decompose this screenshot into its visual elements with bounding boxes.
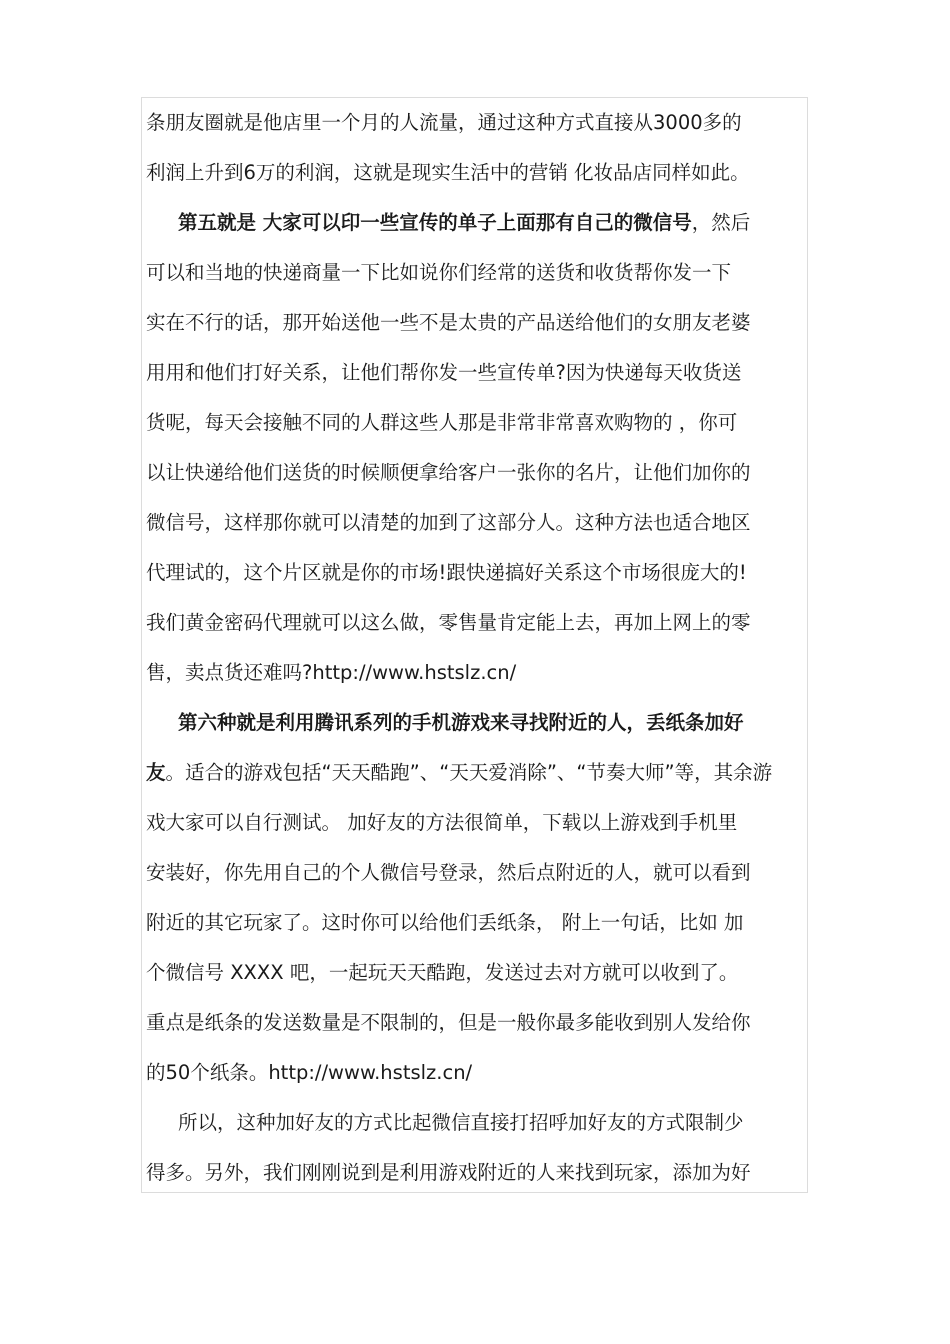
- text-line: [146, 698, 744, 748]
- text-line: [146, 248, 731, 298]
- text-segment: 以让快递给他们送货的时候顺便拿给客户一张你的名片，让他们加你的: [146, 461, 751, 484]
- text-segment: 所以，这种加好友的方式比起微信直接打招呼加好友的方式限制少: [178, 1111, 744, 1134]
- bold-text-segment: 友: [146, 761, 166, 784]
- text-line: [146, 548, 747, 598]
- text-line: [146, 598, 751, 648]
- text-segment: ，然后: [691, 211, 751, 234]
- text-segment: 的50个纸条。http://www.hstslz.cn/: [146, 1061, 473, 1084]
- text-line: [146, 798, 737, 848]
- text-line: [146, 1098, 744, 1148]
- text-segment: 附近的其它玩家了。这时你可以给他们丢纸条， 附上一句话，比如 加: [146, 911, 744, 934]
- text-line: [146, 448, 751, 498]
- text-segment: 。适合的游戏包括“天天酷跑”、“天天爱消除”、“节奏大师”等，其余游: [165, 761, 773, 784]
- text-segment: 用用和他们打好关系，让他们帮你发一些宣传单?因为快递每天收货送: [146, 361, 742, 384]
- text-segment: 安装好，你先用自己的个人微信号登录，然后点附近的人，就可以看到: [146, 861, 751, 884]
- text-line: [146, 498, 751, 548]
- text-segment: 个微信号 XXXX 吧，一起玩天天酷跑，发送过去对方就可以收到了。: [146, 961, 739, 984]
- text-line: [146, 298, 751, 348]
- text-segment: 利润上升到6万的利润，这就是现实生活中的营销 化妆品店同样如此。: [146, 161, 750, 184]
- text-segment: 货呢，每天会接触不同的人群这些人那是非常非常喜欢购物的 ，你可: [146, 411, 738, 434]
- bold-text-segment: 第六种就是利用腾讯系列的手机游戏来寻找附近的人，丢纸条加好: [178, 711, 744, 734]
- text-line: [146, 998, 751, 1048]
- text-line: [146, 648, 516, 698]
- text-line: [146, 748, 772, 798]
- text-segment: 条朋友圈就是他店里一个月的人流量，通过这种方式直接从3000多的: [146, 111, 742, 134]
- text-line: [146, 348, 741, 398]
- text-segment: 售，卖点货还难吗?http://www.hstslz.cn/: [146, 661, 517, 684]
- text-line: [146, 898, 743, 948]
- text-segment: 实在不行的话，那开始送他一些不是太贵的产品送给他们的女朋友老婆: [146, 311, 751, 334]
- text-line: [146, 148, 750, 198]
- text-line: [146, 198, 750, 248]
- bold-text-segment: 第五就是 大家可以印一些宣传的单子上面那有自己的微信号: [178, 211, 692, 234]
- text-line: [146, 1048, 472, 1098]
- text-line: [146, 98, 742, 148]
- text-segment: 戏大家可以自行测试。 加好友的方法很简单，下载以上游戏到手机里: [146, 811, 738, 834]
- text-segment: 我们黄金密码代理就可以这么做，零售量肯定能上去，再加上网上的零: [146, 611, 751, 634]
- text-segment: 可以和当地的快递商量一下比如说你们经常的送货和收货帮你发一下: [146, 261, 732, 284]
- text-line: [146, 848, 751, 898]
- text-line: [146, 948, 738, 998]
- text-segment: 微信号，这样那你就可以清楚的加到了这部分人。这种方法也适合地区: [146, 511, 751, 534]
- text-line: [146, 1148, 751, 1198]
- text-segment: 重点是纸条的发送数量是不限制的，但是一般你最多能收到别人发给你: [146, 1011, 751, 1034]
- text-segment: 代理试的，这个片区就是你的市场!跟快递搞好关系这个市场很庞大的!: [146, 561, 747, 584]
- text-line: [146, 398, 737, 448]
- text-segment: 得多。另外，我们刚刚说到是利用游戏附近的人来找到玩家，添加为好: [146, 1161, 751, 1184]
